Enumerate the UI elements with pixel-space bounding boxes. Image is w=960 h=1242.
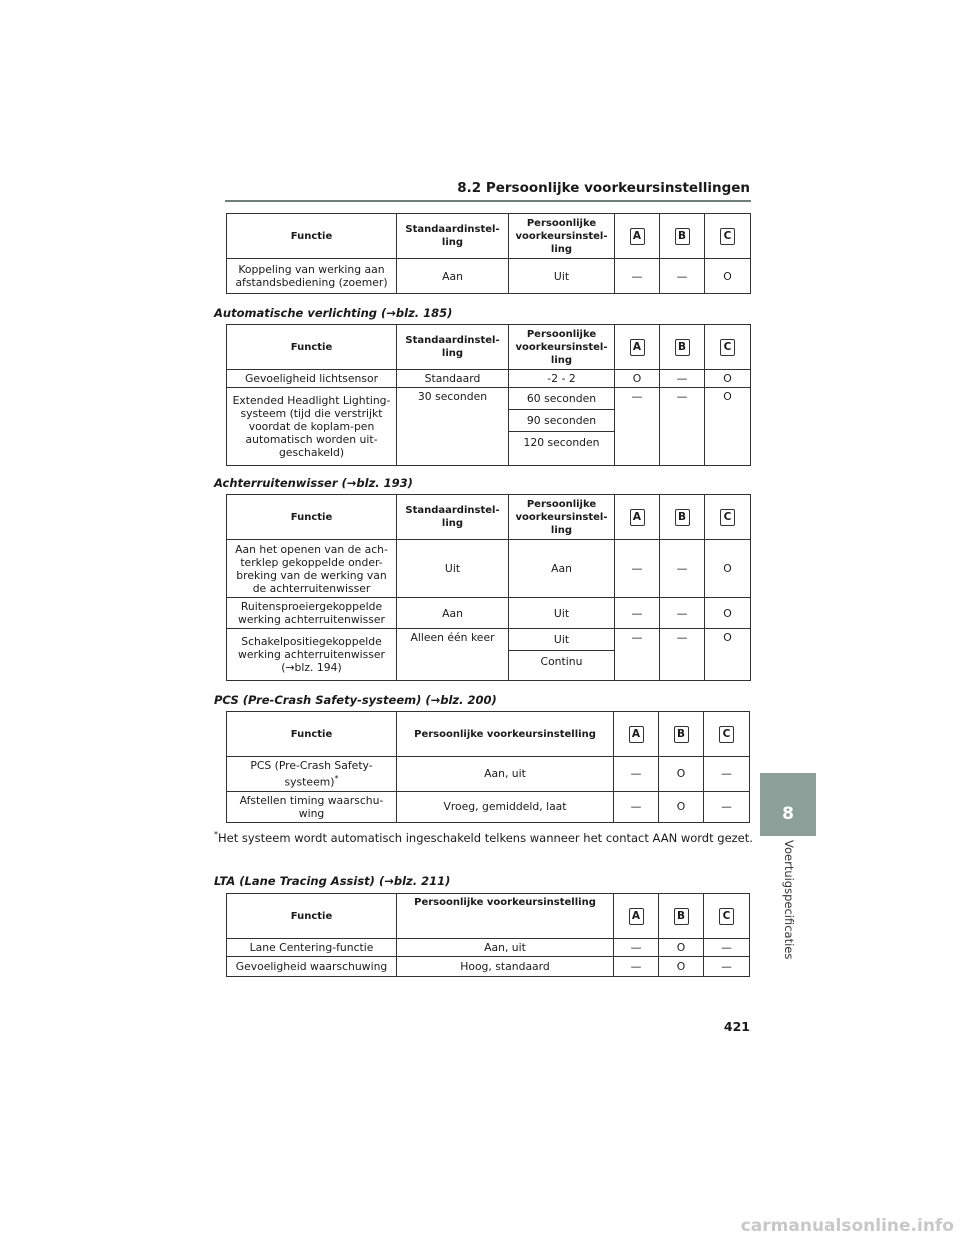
key-a-icon: A bbox=[630, 228, 645, 245]
key-b-icon: B bbox=[674, 726, 689, 743]
key-c-icon: C bbox=[720, 339, 735, 356]
key-a-icon: A bbox=[630, 339, 645, 356]
table-lta bbox=[226, 893, 750, 977]
col-standaard: Standaardinstel-ling bbox=[397, 214, 509, 259]
col-functie: Functie bbox=[227, 495, 397, 540]
chapter-number: 8 bbox=[782, 804, 794, 824]
table-row: Koppeling van werking aan afstandsbediening (zoemer) Aan Uit — — O bbox=[227, 259, 751, 294]
key-c-icon: C bbox=[719, 908, 734, 925]
section-header: 8.2 Persoonlijke voorkeursinstellingen bbox=[457, 180, 750, 196]
table-pcs bbox=[226, 711, 750, 823]
section-title-wisser: Achterruitenwisser (→blz. 193) bbox=[214, 476, 413, 490]
key-b-icon: B bbox=[675, 339, 690, 356]
section-title-verlichting: Automatische verlichting (→blz. 185) bbox=[214, 306, 453, 320]
key-c-icon: C bbox=[719, 726, 734, 743]
col-functie: Functie bbox=[227, 214, 397, 259]
table-row: Schakelpositiegekoppelde werking achterruitenwisser (→blz. 194) Alleen één keer Uit Continu — — O bbox=[227, 629, 751, 681]
key-b-icon: B bbox=[675, 509, 690, 526]
table-row: Afstellen timing waarschu-wing Vroeg, gemiddeld, laat — O — bbox=[227, 791, 750, 822]
col-persoonlijk: Persoonlijke voorkeursinstel-ling bbox=[509, 325, 615, 370]
table-wisser bbox=[226, 494, 751, 681]
col-persoonlijk: Persoonlijke voorkeursinstel-ling bbox=[509, 495, 615, 540]
table-row: Lane Centering-functie Aan, uit — O — bbox=[227, 939, 750, 957]
section-title-lta: LTA (Lane Tracing Assist) (→blz. 211) bbox=[214, 874, 451, 888]
key-c-icon: C bbox=[720, 509, 735, 526]
col-persoonlijk: Persoonlijke voorkeursinstel-ling bbox=[509, 214, 615, 259]
section-title-pcs: PCS (Pre-Crash Safety-systeem) (→blz. 200) bbox=[214, 693, 497, 707]
watermark: carmanualsonline.info bbox=[740, 1216, 954, 1236]
page-number: 421 bbox=[723, 1019, 750, 1034]
col-functie: Functie bbox=[227, 325, 397, 370]
col-persoonlijk: Persoonlijke voorkeursinstelling bbox=[397, 712, 614, 757]
key-b-icon: B bbox=[675, 228, 690, 245]
chapter-label: Voertuigspecificaties bbox=[782, 840, 796, 960]
col-persoonlijk: Persoonlijke voorkeursinstelling bbox=[397, 894, 614, 939]
table-row: PCS (Pre-Crash Safety-systeem)* Aan, uit — O — bbox=[227, 757, 750, 792]
key-a-icon: A bbox=[629, 908, 644, 925]
footnote: *Het systeem wordt automatisch ingeschakeld telkens wanneer het contact AAN wordt gezet. bbox=[214, 830, 753, 845]
key-c-icon: C bbox=[720, 228, 735, 245]
table-afstandsbediening bbox=[226, 213, 751, 294]
table-row: Gevoeligheid lichtsensor Standaard -2 - 2 O — O bbox=[227, 370, 751, 388]
table-row: Aan het openen van de ach-terklep gekoppelde onder-breking van de werking van de achterruitenwisser Uit Aan — — O bbox=[227, 540, 751, 598]
key-b-icon: B bbox=[674, 908, 689, 925]
key-a-icon: A bbox=[630, 509, 645, 526]
col-functie: Functie bbox=[227, 712, 397, 757]
key-a-icon: A bbox=[629, 726, 644, 743]
header-rule bbox=[225, 200, 751, 202]
table-verlichting bbox=[226, 324, 751, 466]
chapter-tab[interactable] bbox=[760, 773, 816, 836]
col-functie: Functie bbox=[227, 894, 397, 939]
col-standaard: Standaardinstel-ling bbox=[397, 495, 509, 540]
col-standaard: Standaardinstel-ling bbox=[397, 325, 509, 370]
table-row: Extended Headlight Lighting-systeem (tijd die verstrijkt voordat de koplam-pen automatisch worden uit-geschakeld) 30 seconden 60 seconden 90 seconden 120 seconden — — O bbox=[227, 388, 751, 466]
table-row: Gevoeligheid waarschuwing Hoog, standaard — O — bbox=[227, 957, 750, 977]
table-row: Ruitensproeiergekoppelde werking achterruitenwisser Aan Uit — — O bbox=[227, 598, 751, 629]
